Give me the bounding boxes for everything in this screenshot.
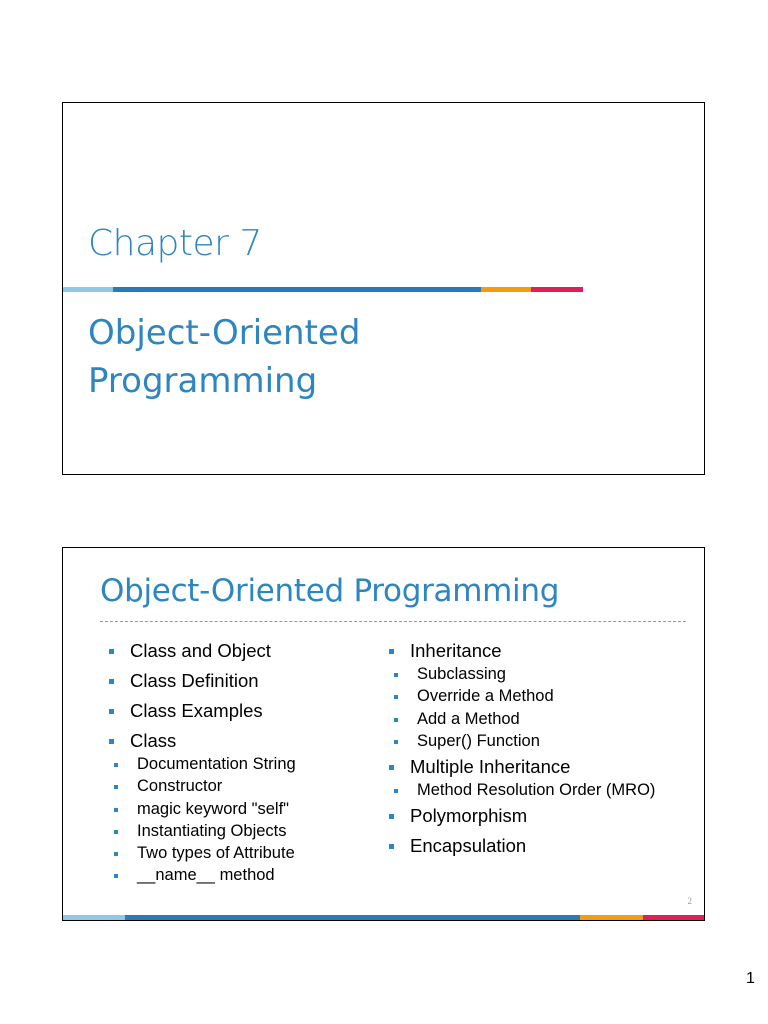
- footer-segment-blue: [125, 915, 580, 920]
- outline-left-column: [105, 636, 375, 887]
- outline-subitem: Subclassing: [385, 663, 705, 685]
- slide-number: 2: [687, 896, 692, 906]
- outline-item: Class Examples: [105, 696, 375, 726]
- chapter-heading: Chapter 7: [88, 223, 262, 264]
- accent-rule-bar: [63, 287, 583, 292]
- outline-subitem: Two types of Attribute: [105, 842, 375, 864]
- outline-subitem: Override a Method: [385, 685, 705, 707]
- outline-item: Class: [105, 726, 375, 756]
- outline-subitem: Constructor: [105, 775, 375, 797]
- slide-footer-bar: [63, 915, 704, 920]
- outline-sublist: [385, 663, 705, 752]
- outline-item: Inheritance: [385, 636, 705, 666]
- outline-slide: [62, 547, 705, 921]
- outline-item: Multiple Inheritance: [385, 752, 705, 782]
- outline-right-column: [385, 636, 705, 861]
- outline-subitems: [385, 663, 705, 752]
- slide-title-line-1: Object-Oriented: [88, 313, 361, 353]
- title-divider: [100, 621, 686, 622]
- outline-subitem: Instantiating Objects: [105, 820, 375, 842]
- slide-title: [88, 309, 608, 405]
- footer-segment-light-blue: [63, 915, 125, 920]
- footer-segment-red: [643, 915, 704, 920]
- footer-segment-orange: [580, 915, 643, 920]
- outline-sublist: [105, 753, 375, 887]
- accent-segment-orange: [481, 287, 531, 292]
- accent-segment-red: [531, 287, 583, 292]
- outline-subitem: Super() Function: [385, 730, 705, 752]
- outline-subitems: [385, 779, 705, 801]
- outline-item: Class Definition: [105, 666, 375, 696]
- accent-segment-light-blue: [63, 287, 113, 292]
- outline-item: Encapsulation: [385, 831, 705, 861]
- outline-subitem: Add a Method: [385, 708, 705, 730]
- accent-segment-blue: [113, 287, 481, 292]
- page-number: 1: [746, 970, 755, 987]
- outline-subitem: Documentation String: [105, 753, 375, 775]
- outline-subitem: __name__ method: [105, 864, 375, 886]
- outline-item: Polymorphism: [385, 801, 705, 831]
- slide-title-line-2: Programming: [88, 361, 318, 401]
- outline-subitem: magic keyword "self": [105, 798, 375, 820]
- outline-sublist: [385, 779, 705, 801]
- outline-subitems: [105, 753, 375, 887]
- outline-item: Class and Object: [105, 636, 375, 666]
- title-slide: [62, 102, 705, 475]
- outline-title: Object-Oriented Programming: [100, 573, 560, 609]
- outline-subitem: Method Resolution Order (MRO): [385, 779, 705, 801]
